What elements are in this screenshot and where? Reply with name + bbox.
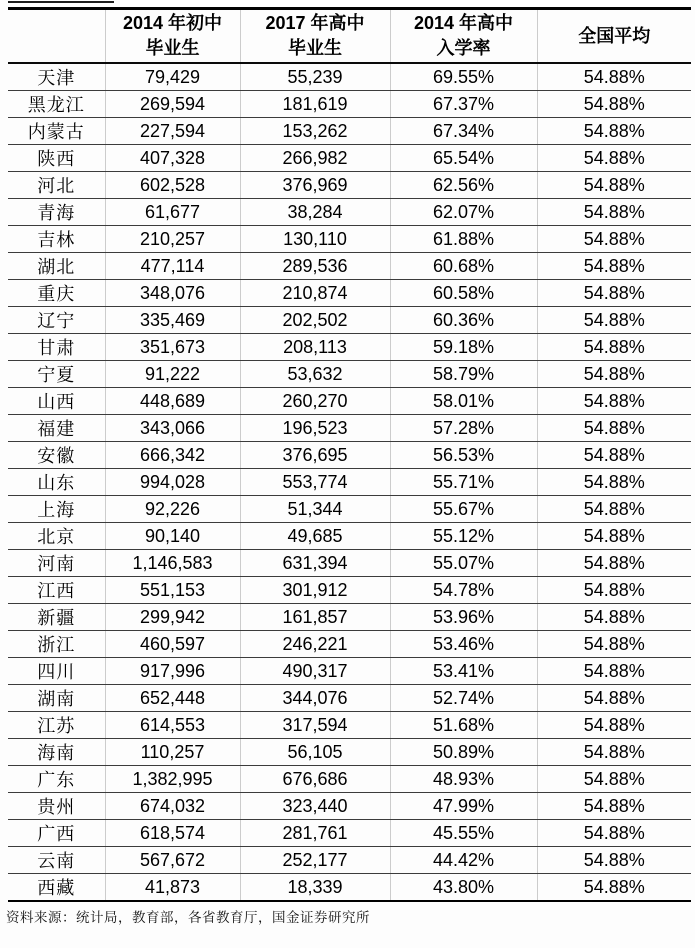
grad-2017-cell: 196,523 <box>240 415 390 442</box>
province-cell: 贵州 <box>8 793 105 820</box>
grad-2017-cell: 18,339 <box>240 874 390 902</box>
grad-2014-cell: 1,146,583 <box>105 550 240 577</box>
grad-2014-cell: 614,553 <box>105 712 240 739</box>
grad-2017-cell: 53,632 <box>240 361 390 388</box>
national-avg-cell: 54.88% <box>537 280 691 307</box>
table-row <box>8 469 691 496</box>
rate-2014-cell: 60.58% <box>390 280 537 307</box>
table-row <box>8 766 691 793</box>
province-cell: 湖北 <box>8 253 105 280</box>
grad-2014-cell: 652,448 <box>105 685 240 712</box>
rate-2014-cell: 69.55% <box>390 63 537 91</box>
column-header-province <box>8 9 105 64</box>
grad-2017-cell: 631,394 <box>240 550 390 577</box>
national-avg-cell: 54.88% <box>537 415 691 442</box>
header-line-1: 2017 年高中 <box>265 13 365 33</box>
table-row <box>8 442 691 469</box>
rate-2014-cell: 54.78% <box>390 577 537 604</box>
province-cell: 河南 <box>8 550 105 577</box>
header-line-1: 全国平均 <box>578 25 651 46</box>
grad-2017-cell: 317,594 <box>240 712 390 739</box>
table-body <box>8 63 691 901</box>
grad-2017-cell: 49,685 <box>240 523 390 550</box>
grad-2014-cell: 91,222 <box>105 361 240 388</box>
national-avg-cell: 54.88% <box>537 658 691 685</box>
grad-2014-cell: 460,597 <box>105 631 240 658</box>
source-note: 资料来源：统计局，教育部，各省教育厅，国金证券研究所 <box>6 910 370 926</box>
rate-2014-cell: 56.53% <box>390 442 537 469</box>
table-row <box>8 658 691 685</box>
grad-2017-cell: 676,686 <box>240 766 390 793</box>
grad-2014-cell: 92,226 <box>105 496 240 523</box>
grad-2014-cell: 299,942 <box>105 604 240 631</box>
table-row <box>8 280 691 307</box>
grad-2017-cell: 38,284 <box>240 199 390 226</box>
column-header-2014-junior-graduates <box>105 9 240 64</box>
province-cell: 甘肃 <box>8 334 105 361</box>
grad-2014-cell: 227,594 <box>105 118 240 145</box>
header-line-2: 毕业生 <box>288 38 342 58</box>
table-row <box>8 307 691 334</box>
grad-2014-cell: 41,873 <box>105 874 240 902</box>
province-cell: 青海 <box>8 199 105 226</box>
grad-2017-cell: 56,105 <box>240 739 390 766</box>
province-cell: 西藏 <box>8 874 105 902</box>
province-cell: 天津 <box>8 63 105 91</box>
rate-2014-cell: 60.36% <box>390 307 537 334</box>
grad-2017-cell: 208,113 <box>240 334 390 361</box>
province-cell: 辽宁 <box>8 307 105 334</box>
grad-2017-cell: 55,239 <box>240 63 390 91</box>
rate-2014-cell: 57.28% <box>390 415 537 442</box>
rate-2014-cell: 55.67% <box>390 496 537 523</box>
table-row <box>8 577 691 604</box>
province-cell: 湖南 <box>8 685 105 712</box>
national-avg-cell: 54.88% <box>537 442 691 469</box>
grad-2017-cell: 210,874 <box>240 280 390 307</box>
rate-2014-cell: 62.07% <box>390 199 537 226</box>
national-avg-cell: 54.88% <box>537 739 691 766</box>
header-line-2: 入学率 <box>436 38 491 58</box>
rate-2014-cell: 59.18% <box>390 334 537 361</box>
rate-2014-cell: 53.46% <box>390 631 537 658</box>
table-row <box>8 118 691 145</box>
table-row <box>8 874 691 902</box>
rate-2014-cell: 53.96% <box>390 604 537 631</box>
province-cell: 浙江 <box>8 631 105 658</box>
grad-2014-cell: 407,328 <box>105 145 240 172</box>
grad-2017-cell: 344,076 <box>240 685 390 712</box>
grad-2017-cell: 553,774 <box>240 469 390 496</box>
rate-2014-cell: 50.89% <box>390 739 537 766</box>
province-cell: 福建 <box>8 415 105 442</box>
grad-2014-cell: 567,672 <box>105 847 240 874</box>
province-cell: 江西 <box>8 577 105 604</box>
table-header <box>8 9 691 64</box>
table-row <box>8 496 691 523</box>
grad-2017-cell: 260,270 <box>240 388 390 415</box>
grad-2017-cell: 153,262 <box>240 118 390 145</box>
rate-2014-cell: 43.80% <box>390 874 537 902</box>
table-row <box>8 334 691 361</box>
rate-2014-cell: 52.74% <box>390 685 537 712</box>
grad-2017-cell: 301,912 <box>240 577 390 604</box>
table-row <box>8 712 691 739</box>
province-cell: 云南 <box>8 847 105 874</box>
top-edge-line <box>8 1 114 3</box>
province-cell: 宁夏 <box>8 361 105 388</box>
rate-2014-cell: 45.55% <box>390 820 537 847</box>
national-avg-cell: 54.88% <box>537 550 691 577</box>
rate-2014-cell: 67.34% <box>390 118 537 145</box>
table-row <box>8 226 691 253</box>
province-cell: 黑龙江 <box>8 91 105 118</box>
province-cell: 吉林 <box>8 226 105 253</box>
province-cell: 重庆 <box>8 280 105 307</box>
national-avg-cell: 54.88% <box>537 91 691 118</box>
table-row <box>8 199 691 226</box>
grad-2014-cell: 1,382,995 <box>105 766 240 793</box>
table-row <box>8 415 691 442</box>
province-cell: 广东 <box>8 766 105 793</box>
province-cell: 上海 <box>8 496 105 523</box>
table-row <box>8 523 691 550</box>
grad-2017-cell: 161,857 <box>240 604 390 631</box>
grad-2014-cell: 917,996 <box>105 658 240 685</box>
table-row <box>8 388 691 415</box>
national-avg-cell: 54.88% <box>537 118 691 145</box>
enrollment-table <box>8 7 691 902</box>
grad-2014-cell: 477,114 <box>105 253 240 280</box>
national-avg-cell: 54.88% <box>537 577 691 604</box>
table-row <box>8 793 691 820</box>
national-avg-cell: 54.88% <box>537 793 691 820</box>
national-avg-cell: 54.88% <box>537 145 691 172</box>
national-avg-cell: 54.88% <box>537 172 691 199</box>
province-cell: 山东 <box>8 469 105 496</box>
column-header-national-average <box>537 9 691 64</box>
grad-2017-cell: 130,110 <box>240 226 390 253</box>
rate-2014-cell: 60.68% <box>390 253 537 280</box>
table-row <box>8 739 691 766</box>
national-avg-cell: 54.88% <box>537 766 691 793</box>
grad-2017-cell: 266,982 <box>240 145 390 172</box>
grad-2014-cell: 994,028 <box>105 469 240 496</box>
province-cell: 广西 <box>8 820 105 847</box>
province-cell: 安徽 <box>8 442 105 469</box>
grad-2014-cell: 79,429 <box>105 63 240 91</box>
grad-2014-cell: 335,469 <box>105 307 240 334</box>
grad-2014-cell: 61,677 <box>105 199 240 226</box>
national-avg-cell: 54.88% <box>537 631 691 658</box>
header-line-2: 毕业生 <box>145 38 200 58</box>
grad-2014-cell: 90,140 <box>105 523 240 550</box>
column-header-2014-enrollment-rate <box>390 9 537 64</box>
national-avg-cell: 54.88% <box>537 199 691 226</box>
table-row <box>8 172 691 199</box>
grad-2014-cell: 551,153 <box>105 577 240 604</box>
national-avg-cell: 54.88% <box>537 523 691 550</box>
national-avg-cell: 54.88% <box>537 820 691 847</box>
grad-2014-cell: 210,257 <box>105 226 240 253</box>
national-avg-cell: 54.88% <box>537 361 691 388</box>
table-row <box>8 91 691 118</box>
grad-2017-cell: 281,761 <box>240 820 390 847</box>
province-cell: 陕西 <box>8 145 105 172</box>
national-avg-cell: 54.88% <box>537 226 691 253</box>
rate-2014-cell: 62.56% <box>390 172 537 199</box>
rate-2014-cell: 58.79% <box>390 361 537 388</box>
grad-2014-cell: 602,528 <box>105 172 240 199</box>
rate-2014-cell: 51.68% <box>390 712 537 739</box>
grad-2014-cell: 666,342 <box>105 442 240 469</box>
table-row <box>8 685 691 712</box>
national-avg-cell: 54.88% <box>537 685 691 712</box>
column-header-2017-senior-graduates <box>240 9 390 64</box>
grad-2014-cell: 448,689 <box>105 388 240 415</box>
rate-2014-cell: 48.93% <box>390 766 537 793</box>
table-row <box>8 604 691 631</box>
rate-2014-cell: 65.54% <box>390 145 537 172</box>
rate-2014-cell: 47.99% <box>390 793 537 820</box>
national-avg-cell: 54.88% <box>537 63 691 91</box>
grad-2014-cell: 348,076 <box>105 280 240 307</box>
rate-2014-cell: 55.71% <box>390 469 537 496</box>
national-avg-cell: 54.88% <box>537 712 691 739</box>
national-avg-cell: 54.88% <box>537 874 691 902</box>
rate-2014-cell: 58.01% <box>390 388 537 415</box>
table-row <box>8 63 691 91</box>
grad-2017-cell: 289,536 <box>240 253 390 280</box>
grad-2017-cell: 181,619 <box>240 91 390 118</box>
grad-2014-cell: 351,673 <box>105 334 240 361</box>
rate-2014-cell: 55.07% <box>390 550 537 577</box>
table-row <box>8 253 691 280</box>
grad-2014-cell: 269,594 <box>105 91 240 118</box>
national-avg-cell: 54.88% <box>537 604 691 631</box>
national-avg-cell: 54.88% <box>537 847 691 874</box>
province-cell: 海南 <box>8 739 105 766</box>
province-cell: 河北 <box>8 172 105 199</box>
grad-2017-cell: 51,344 <box>240 496 390 523</box>
grad-2017-cell: 246,221 <box>240 631 390 658</box>
national-avg-cell: 54.88% <box>537 469 691 496</box>
national-avg-cell: 54.88% <box>537 253 691 280</box>
grad-2014-cell: 110,257 <box>105 739 240 766</box>
rate-2014-cell: 53.41% <box>390 658 537 685</box>
province-cell: 内蒙古 <box>8 118 105 145</box>
grad-2017-cell: 376,969 <box>240 172 390 199</box>
table-row <box>8 631 691 658</box>
header-row <box>8 9 691 64</box>
grad-2014-cell: 618,574 <box>105 820 240 847</box>
grad-2014-cell: 343,066 <box>105 415 240 442</box>
province-cell: 江苏 <box>8 712 105 739</box>
table-row <box>8 820 691 847</box>
grad-2014-cell: 674,032 <box>105 793 240 820</box>
province-cell: 北京 <box>8 523 105 550</box>
rate-2014-cell: 61.88% <box>390 226 537 253</box>
national-avg-cell: 54.88% <box>537 496 691 523</box>
grad-2017-cell: 376,695 <box>240 442 390 469</box>
rate-2014-cell: 55.12% <box>390 523 537 550</box>
table-row <box>8 847 691 874</box>
province-cell: 新疆 <box>8 604 105 631</box>
national-avg-cell: 54.88% <box>537 388 691 415</box>
header-line-1: 2014 年初中 <box>122 13 223 33</box>
grad-2017-cell: 252,177 <box>240 847 390 874</box>
rate-2014-cell: 44.42% <box>390 847 537 874</box>
header-line-1: 2014 年高中 <box>413 13 514 33</box>
national-avg-cell: 54.88% <box>537 334 691 361</box>
table-row <box>8 550 691 577</box>
province-cell: 山西 <box>8 388 105 415</box>
table-row <box>8 361 691 388</box>
rate-2014-cell: 67.37% <box>390 91 537 118</box>
table-row <box>8 145 691 172</box>
grad-2017-cell: 490,317 <box>240 658 390 685</box>
grad-2017-cell: 323,440 <box>240 793 390 820</box>
national-avg-cell: 54.88% <box>537 307 691 334</box>
province-cell: 四川 <box>8 658 105 685</box>
grad-2017-cell: 202,502 <box>240 307 390 334</box>
